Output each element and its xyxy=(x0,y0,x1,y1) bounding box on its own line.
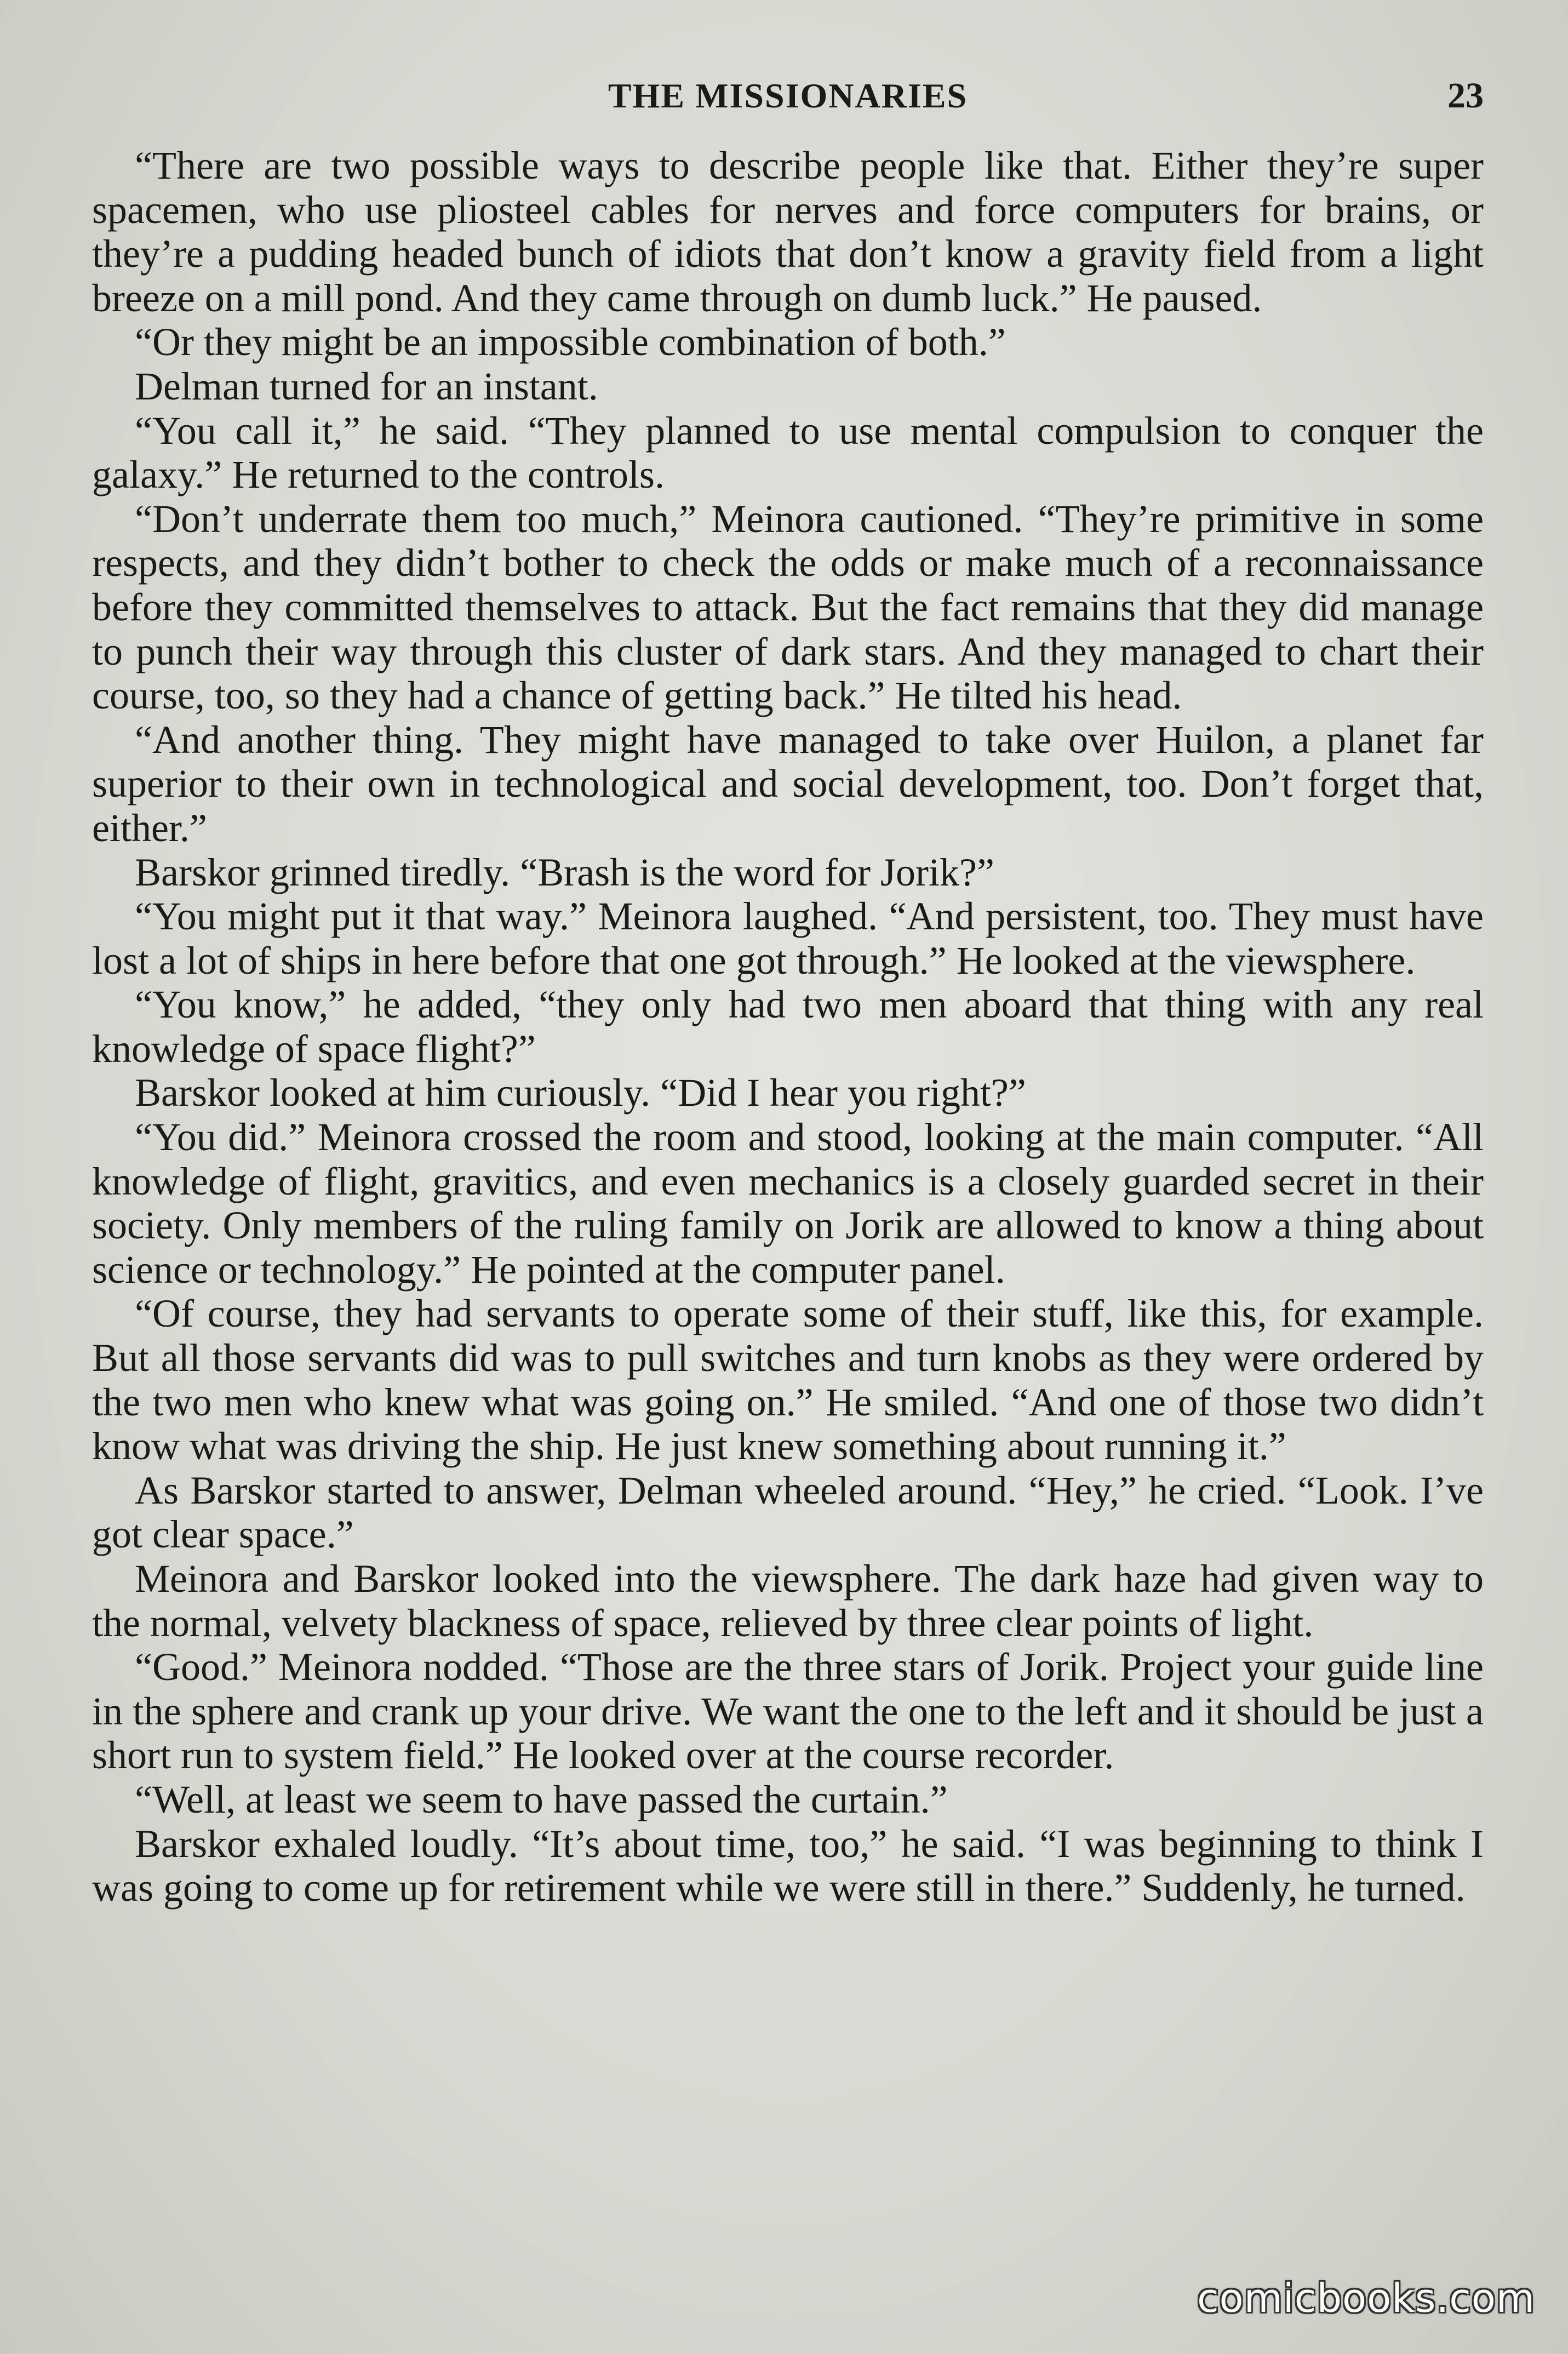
paragraph: Delman turned for an instant. xyxy=(135,364,598,408)
paragraph: Barskor grinned tiredly. “Brash is the word for Jorik?” xyxy=(135,850,994,894)
paragraph: “You know,” he added, “they only had two men aboard that thing with any real knowledge of space flight?” xyxy=(92,982,1484,1071)
paragraph: “You call it,” he said. “They planned to use mental compulsion to conquer the galaxy.” He returned to the controls. xyxy=(92,408,1484,497)
running-head xyxy=(92,71,1484,121)
paragraph: “There are two possible ways to describe people like that. Either they’re super spacemen, who use pliosteel cables for nerves and force computers for brains, or they’re a pudding headed bunch of idiots that don’t know a gravity field from a light breeze on a mill pond. And they came through on dumb luck.” He paused. xyxy=(92,144,1484,320)
paragraph: Meinora and Barskor looked into the viewsphere. The dark haze had given way to the normal, velvety blackness of space, relieved by three clear points of light. xyxy=(92,1557,1484,1645)
paragraph: “You might put it that way.” Meinora laughed. “And persistent, too. They must have lost a lot of ships in here before that one got through.” He looked at the viewsphere. xyxy=(92,894,1484,982)
watermark: comicbooks.com xyxy=(1197,2275,1535,2321)
paragraph: As Barskor started to answer, Delman wheeled around. “Hey,” he cried. “Look. I’ve got clear space.” xyxy=(92,1468,1484,1557)
paragraph: “Of course, they had servants to operate some of their stuff, like this, for example. But all those servants did was to pull switches and turn knobs as they were ordered by the two men who knew what was going on.” He smiled. “And one of those two didn’t know what was driving the ship. He just knew something about running it.” xyxy=(92,1292,1484,1469)
paragraph: “Well, at least we seem to have passed the curtain.” xyxy=(135,1777,948,1821)
body-text xyxy=(92,144,1484,1910)
paragraph: “Don’t underrate them too much,” Meinora cautioned. “They’re primitive in some respects, and they didn’t bother to check the odds or make much of a reconnaissance before they committed themselves to attack. But the fact remains that they did manage to punch their way through this cluster of dark stars. And they managed to chart their course, too, so they had a chance of getting back.” He tilted his head. xyxy=(92,496,1484,718)
paragraph: “Or they might be an impossible combination of both.” xyxy=(135,320,1006,364)
paragraph: Barskor looked at him curiously. “Did I hear you right?” xyxy=(135,1071,1026,1115)
paragraph: “You did.” Meinora crossed the room and stood, looking at the main computer. “All knowledge of flight, gravitics, and even mechanics is a closely guarded secret in their society. Only members of the ruling family on Jorik are allowed to know a thing about science or technology.” He pointed at the computer panel. xyxy=(92,1115,1484,1292)
page-number: 23 xyxy=(1447,76,1484,116)
paragraph: “Good.” Meinora nodded. “Those are the three stars of Jorik. Project your guide line in the sphere and crank up your drive. We want the one to the left and it should be just a short run to system field.” He looked over at the course recorder. xyxy=(92,1645,1484,1778)
running-title: THE MISSIONARIES xyxy=(608,76,968,115)
paragraph: “And another thing. They might have managed to take over Huilon, a planet far superior to their own in technological and social development, too. Don’t forget that, either.” xyxy=(92,717,1484,850)
paragraph: Barskor exhaled loudly. “It’s about time, too,” he said. “I was beginning to think I was going to come up for retirement while we were still in there.” Suddenly, he turned. xyxy=(92,1821,1484,1910)
